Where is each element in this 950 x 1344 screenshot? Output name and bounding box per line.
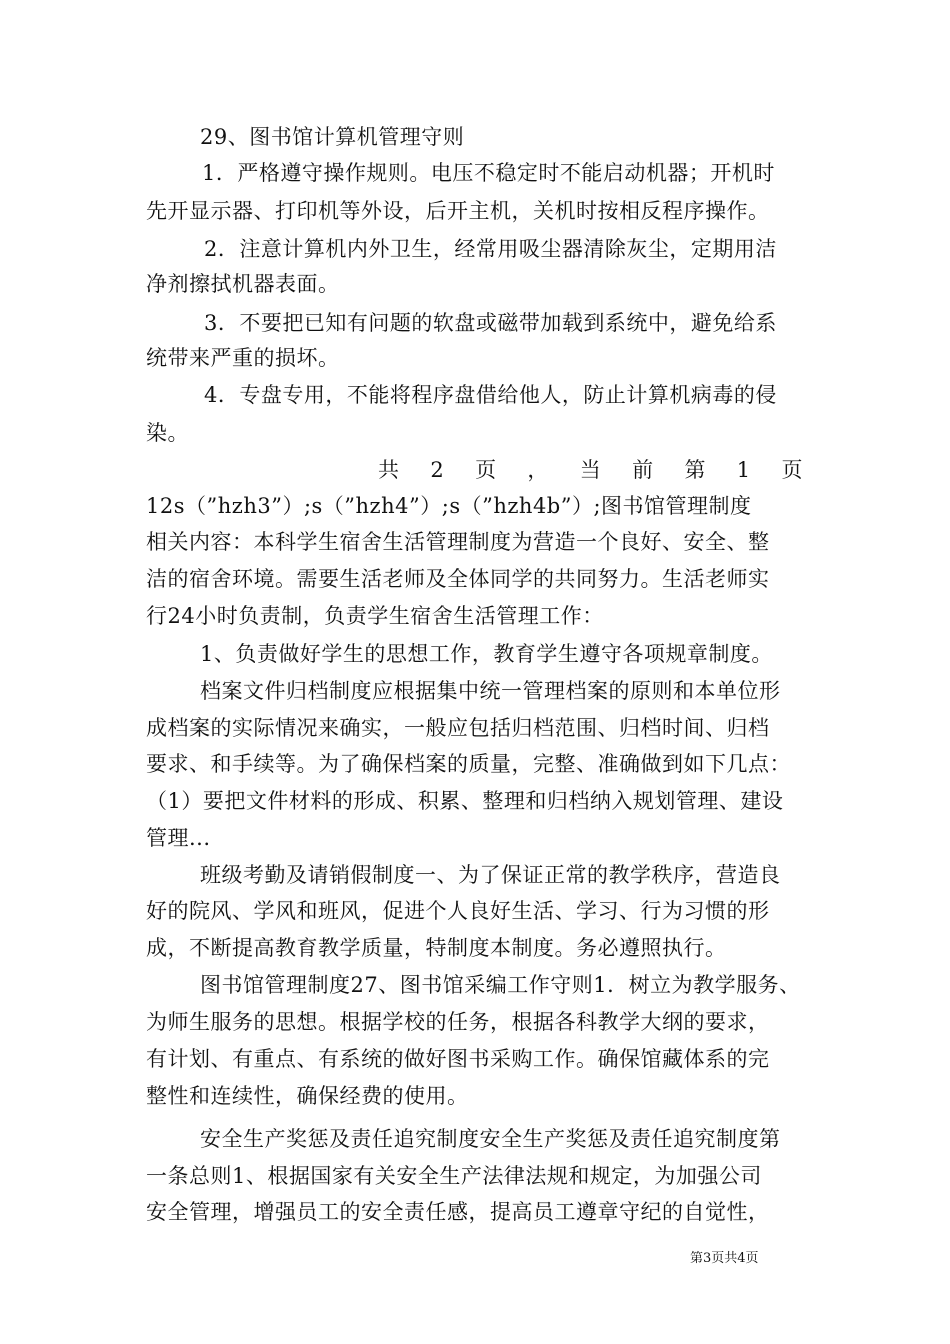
text-line: 统带来严重的损坏。: [146, 346, 340, 370]
text-line: 3．不要把已知有问题的软盘或磁带加载到系统中，避免给系: [204, 311, 777, 335]
page-indicator-part: 1: [736, 458, 751, 482]
page-indicator-part: ，: [527, 458, 549, 482]
text-line: 要求、和手续等。为了确保档案的质量，完整、准确做到如下几点：: [146, 752, 791, 776]
text-line: 相关内容：本科学生宿舍生活管理制度为营造一个良好、安全、整: [146, 530, 770, 554]
text-line: 安全管理，增强员工的安全责任感，提高员工遵章守纪的自觉性，: [146, 1200, 770, 1224]
page-indicator-part: 页: [781, 458, 803, 482]
page-indicator: [378, 452, 803, 488]
text-line: 管理...: [146, 826, 211, 850]
text-line: 4．专盘专用，不能将程序盘借给他人，防止计算机病毒的侵: [204, 383, 777, 407]
text-line: 染。: [146, 421, 189, 445]
text-line: 整性和连续性，确保经费的使用。: [146, 1084, 469, 1108]
text-line: 为师生服务的思想。根据学校的任务，根据各科教学大纲的要求，: [146, 1010, 770, 1034]
text-line: 洁的宿舍环境。需要生活老师及全体同学的共同努力。生活老师实: [146, 567, 770, 591]
text-line: 安全生产奖惩及责任追究制度安全生产奖惩及责任追究制度第: [200, 1127, 781, 1151]
text-line: 档案文件归档制度应根据集中统一管理档案的原则和本单位形: [200, 679, 781, 703]
page-footer: 第3页共4页: [690, 1251, 759, 1266]
page-indicator-part: 第: [684, 458, 706, 482]
text-line: 先开显示器、打印机等外设，后开主机，关机时按相反程序操作。: [146, 199, 770, 223]
text-line: （1）要把文件材料的形成、积累、整理和归档纳入规划管理、建设: [146, 789, 784, 813]
text-line: 好的院风、学风和班风，促进个人良好生活、学习、行为习惯的形: [146, 899, 770, 923]
text-line: 1、负责做好学生的思想工作，教育学生遵守各项规章制度。: [200, 642, 773, 666]
text-line: 净剂擦拭机器表面。: [146, 272, 340, 296]
section-heading: 29、图书馆计算机管理守则: [200, 125, 465, 149]
text-line: 行24小时负责制，负责学生宿舍生活管理工作：: [146, 604, 604, 628]
page-indicator-part: 页: [475, 458, 497, 482]
text-line: 班级考勤及请销假制度一、为了保证正常的教学秩序，营造良: [200, 863, 781, 887]
text-line: 图书馆管理制度27、图书馆采编工作守则1．树立为教学服务、: [200, 973, 801, 997]
text-line: 一条总则1、根据国家有关安全生产法律法规和规定，为加强公司: [146, 1164, 762, 1188]
text-line: 成，不断提高教育教学质量，特制度本制度。务必遵照执行。: [146, 936, 727, 960]
text-line: 1．严格遵守操作规则。电压不稳定时不能启动机器；开机时: [202, 161, 775, 185]
page-indicator-part: 当: [579, 458, 602, 482]
text-line: 成档案的实际情况来确实，一般应包括归档范围、归档时间、归档: [146, 716, 770, 740]
text-line: 12s（”hzh3”）;s（”hzh4”）;s（”hzh4b”）;图书馆管理制度: [146, 494, 752, 518]
page-indicator-part: 2: [430, 458, 445, 482]
text-line: 2．注意计算机内外卫生，经常用吸尘器清除灰尘，定期用洁: [204, 237, 777, 261]
page-indicator-part: 前: [632, 458, 654, 482]
text-line: 有计划、有重点、有系统的做好图书采购工作。确保馆藏体系的完: [146, 1047, 770, 1071]
page-indicator-part: 共: [378, 458, 400, 482]
